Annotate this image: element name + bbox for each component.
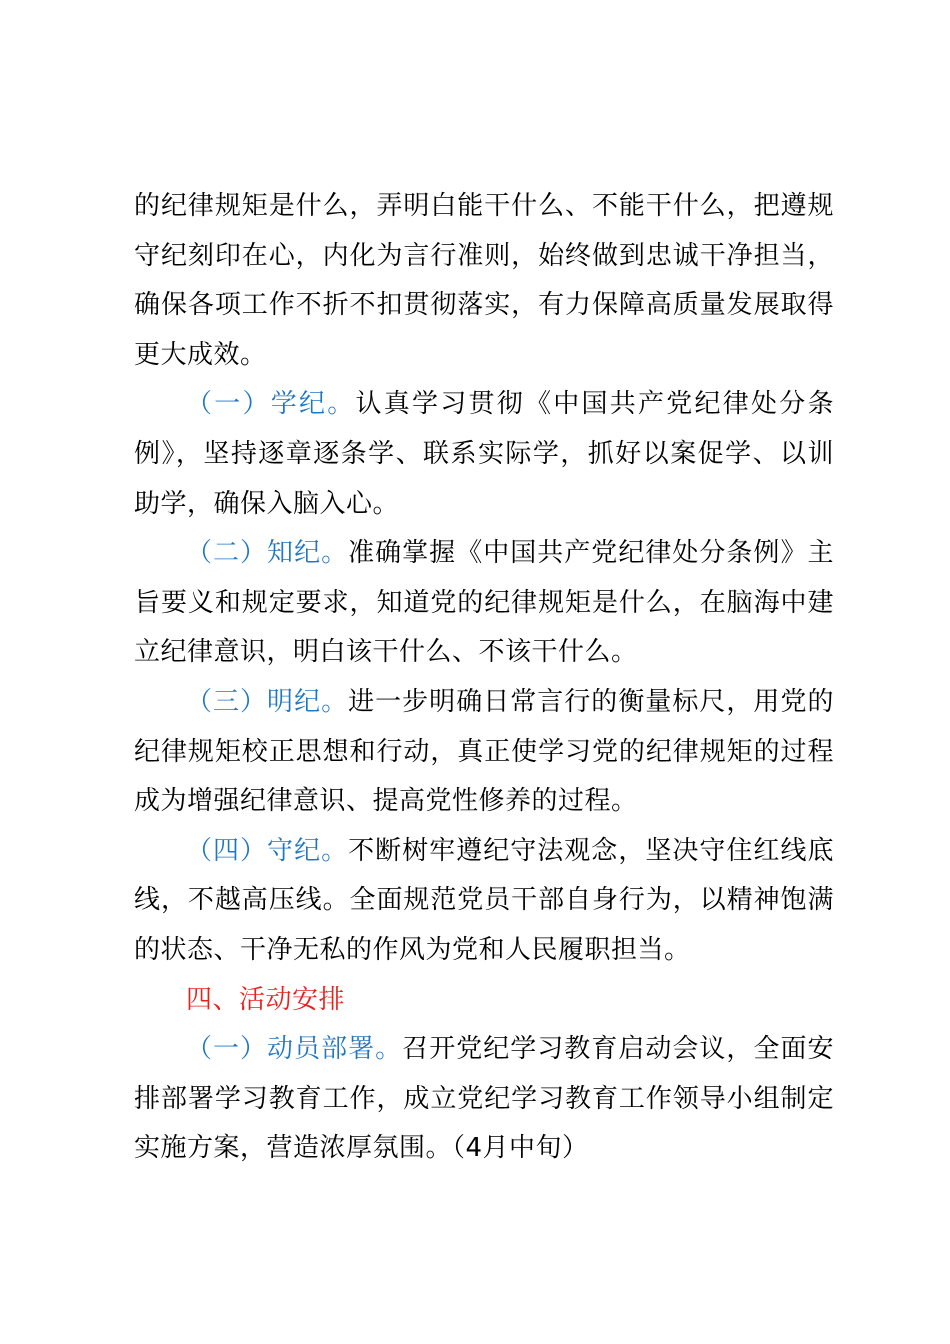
subheading-zhiji: （二）知纪。 (186, 538, 349, 569)
paragraph-dongyuan-body: 召开党纪学习教育启动会议，全面安排部署学习教育工作，成立党纪学习教育工作领导小组制定实施方案，营造浓厚氛围。（4月中旬） (134, 1034, 834, 1164)
paragraph-zhiji-body: 准确掌握《中国共产党纪律处分条例》主旨要义和规定要求，知道党的纪律规矩是什么，在脑海中建立纪律意识，明白该干什么、不该干什么。 (134, 538, 834, 668)
paragraph-mingji (134, 678, 834, 827)
paragraph-xueji (134, 380, 834, 529)
subheading-shouji: （四）守纪。 (186, 835, 349, 866)
paragraph-mingji-body: 进一步明确日常言行的衡量标尺，用党的纪律规矩校正思想和行动，真正使学习党的纪律规矩的过程成为增强纪律意识、提高党性修养的过程。 (134, 686, 834, 817)
section-title-activity: 四、活动安排 (186, 984, 346, 1015)
paragraph-intro-body: 的纪律规矩是什么，弄明白能干什么、不能干什么，把遵规守纪刻印在心，内化为言行准则，始终做到忠诚干净担当，确保各项工作不折不扣贯彻落实，有力保障高质量发展取得更大成效。 (134, 191, 834, 370)
paragraph-intro (134, 182, 834, 380)
paragraph-dongyuan (134, 1025, 834, 1174)
document-page (134, 182, 834, 1174)
subheading-dongyuan: （一）动员部署。 (186, 1034, 403, 1065)
paragraph-shouji-body: 不断树牢遵纪守法观念，坚决守住红线底线，不越高压线。全面规范党员干部自身行为，以精神饱满的状态、干净无私的作风为党和人民履职担当。 (134, 835, 834, 965)
paragraph-xueji-body: 认真学习贯彻《中国共产党纪律处分条例》，坚持逐章逐条学、联系实际学，抓好以案促学、以训助学，确保入脑入心。 (134, 389, 834, 519)
subheading-xueji: （一）学纪。 (186, 389, 356, 420)
subheading-mingji: （三）明纪。 (186, 686, 349, 717)
paragraph-zhiji (134, 529, 834, 678)
paragraph-shouji (134, 827, 834, 976)
